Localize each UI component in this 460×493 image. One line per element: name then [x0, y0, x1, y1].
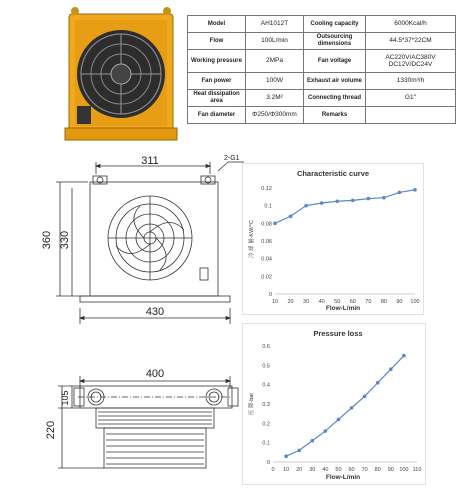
- x-tick-label: 10: [271, 299, 279, 305]
- spec-label: Fan voltage: [304, 50, 366, 73]
- spec-label: Model: [188, 16, 246, 33]
- y-tick-label: 0.2: [262, 421, 270, 428]
- spec-label: Connecting thread: [304, 90, 366, 107]
- dim-top-depth-outer: 220: [45, 420, 57, 440]
- x-axis-label: Flow-L/min: [325, 305, 361, 312]
- x-tick-label: 80: [374, 467, 381, 473]
- dim-front-height-outer: 360: [41, 230, 53, 250]
- spec-value: 100W: [246, 73, 304, 90]
- spec-label: Fan diameter: [188, 107, 246, 124]
- spec-value: 3.2M²: [246, 90, 304, 107]
- data-point: [363, 394, 367, 398]
- spec-value: 100L/min: [246, 33, 304, 50]
- spec-value: Φ250/Φ300mm: [246, 107, 304, 124]
- data-point: [350, 406, 354, 410]
- x-tick-label: 30: [303, 299, 310, 305]
- data-point: [382, 196, 386, 200]
- y-tick-label: 0.08: [261, 221, 272, 228]
- y-tick-label: 0.4: [262, 382, 270, 389]
- x-tick-label: 80: [380, 299, 387, 305]
- y-tick-label: 0.04: [261, 256, 272, 263]
- x-tick-label: 50: [335, 467, 342, 473]
- data-point: [367, 197, 371, 201]
- y-tick-label: 0.5: [262, 363, 270, 370]
- spec-value: 2MPa: [246, 50, 304, 73]
- series-line: [286, 356, 404, 457]
- top-view: [58, 376, 238, 468]
- spec-row: [188, 16, 456, 33]
- dim-front-top: 311: [141, 155, 159, 167]
- x-axis-label: Flow-L/min: [325, 474, 361, 481]
- x-tick-label: 70: [365, 299, 372, 305]
- data-point: [398, 191, 402, 195]
- x-tick-label: 60: [349, 299, 356, 305]
- port-label: 2-G1: [224, 155, 240, 162]
- characteristic-curve-chart: [242, 163, 424, 315]
- spec-label: Cooling capacity: [304, 16, 366, 33]
- product-photo: [55, 6, 195, 146]
- dim-top-width: 400: [145, 368, 165, 380]
- x-tick-label: 0: [271, 467, 275, 473]
- y-tick-label: 0: [266, 460, 270, 466]
- spec-value: 6000Kcal/h: [366, 16, 456, 33]
- pressure-loss-plot: [243, 324, 425, 484]
- spec-row: [188, 73, 456, 90]
- spec-label: Exhaust air volume: [304, 73, 366, 90]
- y-tick-label: 0.02: [261, 274, 272, 281]
- spec-table: [187, 15, 456, 124]
- x-tick-label: 110: [412, 467, 422, 473]
- y-tick-label: 0.1: [264, 203, 272, 210]
- spec-row: [188, 107, 456, 124]
- data-point: [337, 418, 341, 422]
- y-tick-label: 0.12: [261, 186, 272, 192]
- dim-front-width: 430: [145, 306, 165, 318]
- dim-top-depth-inner: 105: [60, 390, 70, 406]
- y-axis-label: 冷 却 量-KW/°C: [249, 220, 255, 258]
- characteristic-curve-plot: [243, 164, 423, 314]
- data-point: [284, 454, 288, 458]
- y-tick-label: 0.1: [262, 440, 270, 447]
- x-tick-label: 20: [296, 467, 303, 473]
- x-tick-label: 10: [283, 467, 290, 473]
- pressure-loss-chart: [242, 323, 426, 485]
- spec-label: Heat dissipation area: [188, 90, 246, 107]
- spec-label: Flow: [188, 33, 246, 50]
- data-point: [335, 199, 339, 203]
- chart-title: Pressure loss: [313, 329, 363, 338]
- data-point: [310, 439, 314, 443]
- series-line: [275, 190, 415, 224]
- x-tick-label: 30: [309, 467, 316, 473]
- data-point: [324, 429, 328, 433]
- data-point: [402, 354, 406, 358]
- x-tick-label: 90: [387, 467, 394, 473]
- y-axis-label: 压 降-bar: [249, 392, 255, 416]
- spec-label: Working pressure: [188, 50, 246, 73]
- spec-value: AC220V/AC380V DC12V/DC24V: [366, 50, 456, 73]
- front-view: [56, 162, 244, 324]
- x-tick-label: 70: [361, 467, 368, 473]
- spec-value: [366, 107, 456, 124]
- x-tick-label: 60: [348, 467, 355, 473]
- y-tick-label: 0.06: [261, 239, 272, 245]
- spec-label: Remarks: [304, 107, 366, 124]
- y-tick-label: 0: [268, 292, 272, 298]
- chart-title: Characteristic curve: [296, 169, 370, 178]
- y-tick-label: 0.3: [262, 402, 270, 408]
- dim-front-height-inner: 330: [59, 230, 71, 250]
- technical-drawing: [0, 152, 250, 493]
- x-tick-label: 20: [287, 299, 294, 305]
- data-point: [389, 367, 393, 371]
- spec-value: 1330m³/h: [366, 73, 456, 90]
- data-point: [304, 204, 308, 208]
- data-point: [289, 214, 293, 218]
- x-tick-label: 100: [399, 467, 409, 473]
- spec-value: G1": [366, 90, 456, 107]
- data-point: [351, 199, 355, 203]
- x-tick-label: 40: [322, 467, 329, 473]
- data-point: [376, 381, 380, 385]
- spec-row: [188, 33, 456, 50]
- y-tick-label: 0.6: [262, 344, 270, 350]
- x-tick-label: 100: [410, 299, 420, 305]
- data-point: [413, 188, 417, 192]
- spec-value: AH1012T: [246, 16, 304, 33]
- x-tick-label: 50: [334, 299, 341, 305]
- data-point: [297, 449, 301, 453]
- spec-label: Outsourcing dimensions: [304, 33, 366, 50]
- x-tick-label: 90: [396, 299, 403, 305]
- data-point: [320, 201, 324, 205]
- spec-value: 44.5*37*22CM: [366, 33, 456, 50]
- spec-row: [188, 50, 456, 73]
- spec-row: [188, 90, 456, 107]
- data-point: [273, 222, 277, 226]
- x-tick-label: 40: [318, 299, 325, 305]
- spec-label: Fan power: [188, 73, 246, 90]
